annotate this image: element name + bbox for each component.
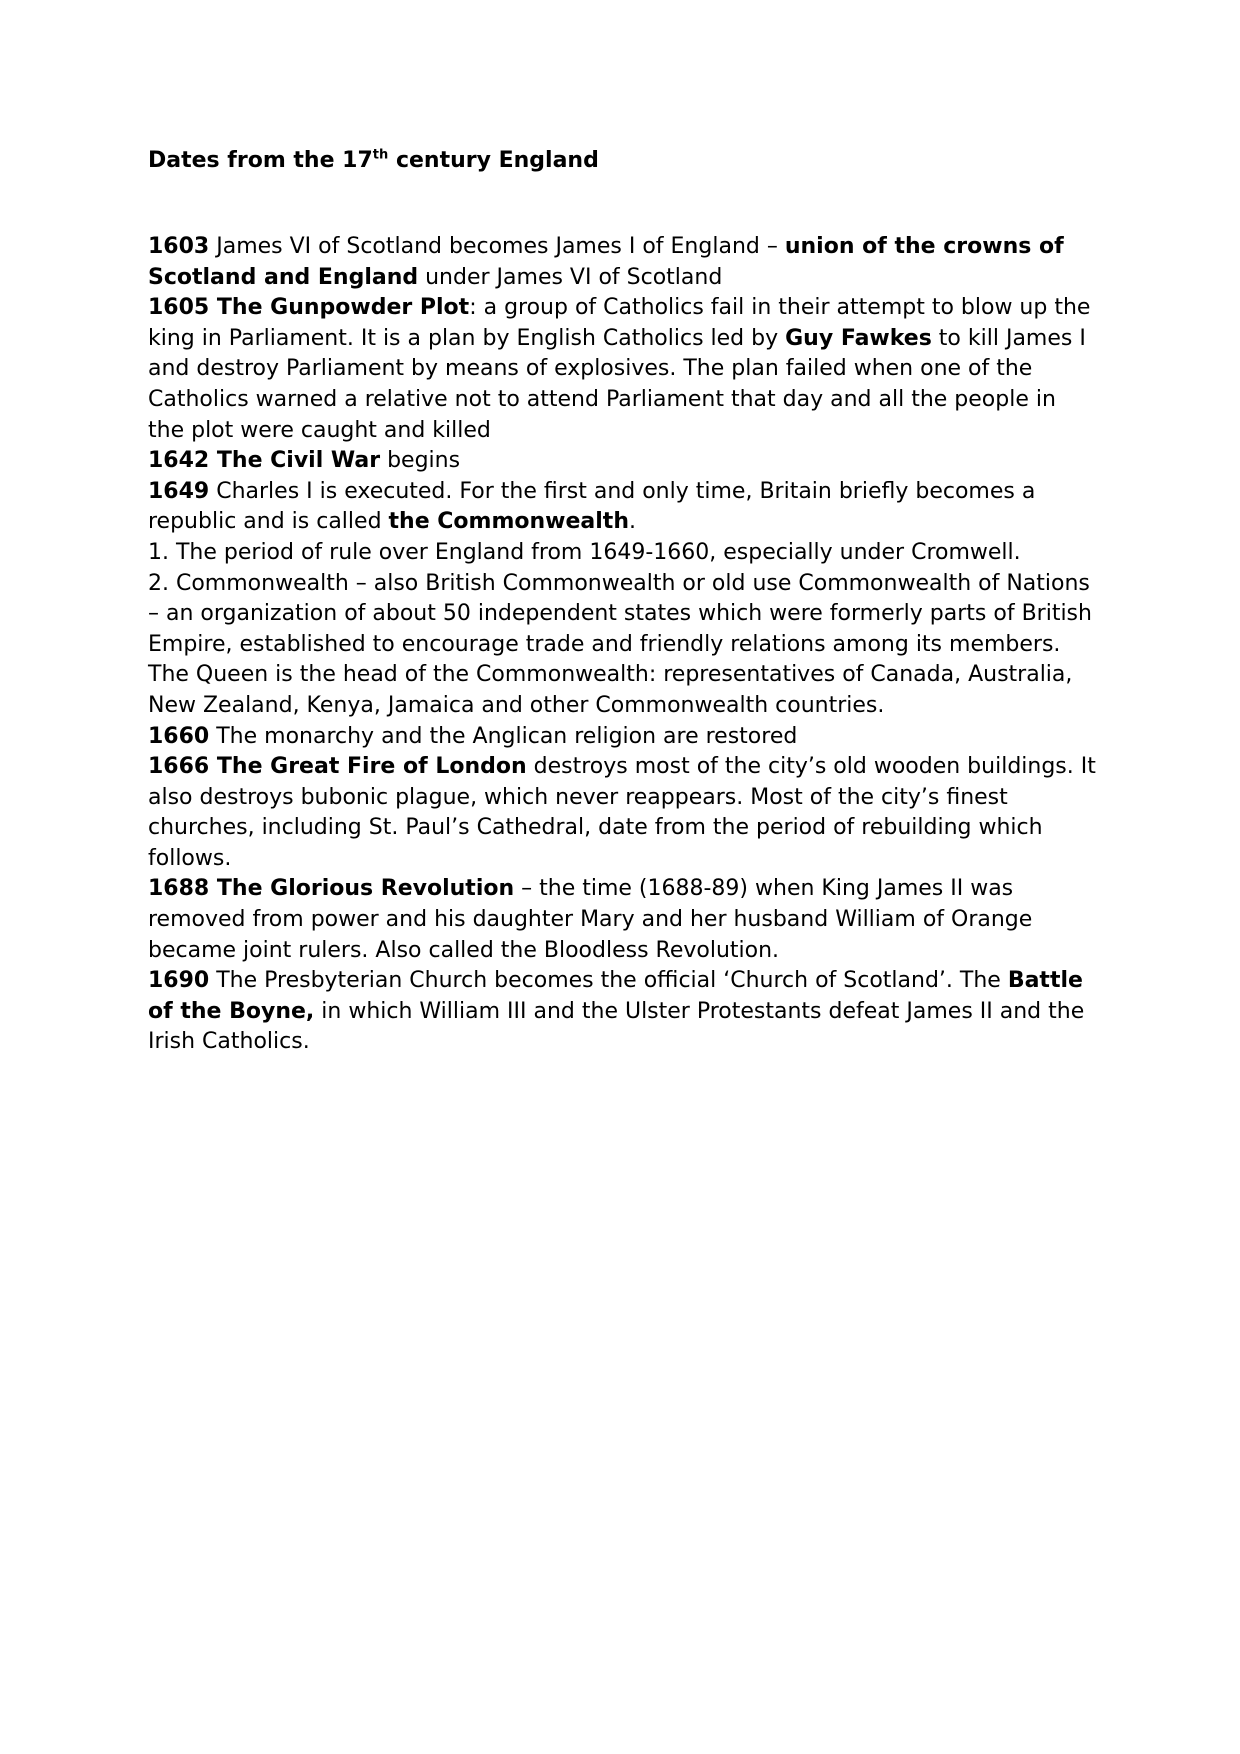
entry-1649	[148, 477, 1098, 538]
entry-year: 1660	[148, 723, 210, 749]
title-superscript: th	[372, 147, 389, 163]
entry-1688	[148, 874, 1098, 966]
entry-1660	[148, 722, 1098, 753]
entry-year: 1642	[148, 448, 210, 474]
entry-text: in which William III and the Ulster Protestants defeat James II and the Irish Catholics.	[148, 998, 1085, 1055]
entry-text: Charles I is executed. For the first and only time, Britain briefly becomes a republic and is called	[148, 478, 1036, 535]
entry-1642	[148, 446, 1098, 477]
title-text: Dates from the 17	[148, 148, 373, 173]
entry-year: 1605	[148, 295, 210, 321]
entry-1666	[148, 752, 1098, 874]
entry-text: – the time (1688-89) when King James II was removed from power and his daughter Mary and her husband William of Orange became joint rulers. Also called the Bloodless Revolution.	[148, 876, 1033, 963]
entry-text: under James VI of Scotland	[418, 264, 723, 290]
entry-1603	[148, 232, 1098, 293]
entry-year: 1688	[148, 876, 210, 902]
entry-highlight: the Commonwealth	[388, 509, 629, 535]
definition-1: 1. The period of rule over England from 1649-1660, especially under Cromwell.	[148, 539, 1021, 565]
entry-text: destroys most of the city’s old wooden buildings. It also destroys bubonic plague, which never reappears. Most of the city’s finest churches, including St. Paul’s Cathedral, date from the period of rebuilding which follows.	[148, 754, 1096, 871]
entry-highlight: Guy Fawkes	[785, 325, 932, 351]
entry-text: The monarchy and the Anglican religion are restored	[209, 723, 798, 749]
entry-highlight: The Glorious Revolution	[209, 876, 515, 902]
entry-1605	[148, 293, 1098, 446]
document-page	[148, 146, 1098, 1058]
definition-2: 2. Commonwealth – also British Commonwealth or old use Commonwealth of Nations – an organization of about 50 independent states which were formerly parts of British Empire, established to encourage trade and friendly relations among its members. The Queen is the head of the Commonwealth: representatives of Canada, Australia, New Zealand, Kenya, Jamaica and other Commonwealth countries.	[148, 570, 1092, 718]
entry-year: 1666	[148, 754, 210, 780]
entry-1690	[148, 966, 1098, 1058]
document-body	[148, 232, 1098, 1058]
document-title	[148, 146, 1098, 176]
entry-text: The Presbyterian Church becomes the official ‘Church of Scotland’. The	[209, 968, 1008, 994]
entry-text: James VI of Scotland becomes James I of England –	[209, 234, 785, 259]
entry-highlight: The Gunpowder Plot	[209, 295, 470, 321]
entry-text: begins	[380, 448, 461, 474]
entry-highlight: The Civil War	[209, 448, 381, 474]
entry-text: to kill James I and destroy Parliament by means of explosives. The plan failed when one of the Catholics warned a relative not to attend Parliament that day and all the people in the plot were caught and killed	[148, 325, 1086, 443]
entry-year: 1603	[148, 234, 210, 259]
entry-text: : a group of Catholics fail in their attempt to blow up the king in Parliament. It is a plan by English Catholics led by	[148, 295, 1091, 351]
entry-highlight: union of the crowns of Scotland and England	[148, 234, 1064, 290]
entry-year: 1649	[148, 478, 210, 504]
entry-highlight: The Great Fire of London	[209, 754, 527, 780]
entry-highlight: Battle of the Boyne,	[148, 968, 1083, 1024]
entry-text: .	[628, 509, 636, 535]
entry-year: 1690	[148, 968, 210, 994]
title-text-end: century England	[388, 148, 599, 173]
